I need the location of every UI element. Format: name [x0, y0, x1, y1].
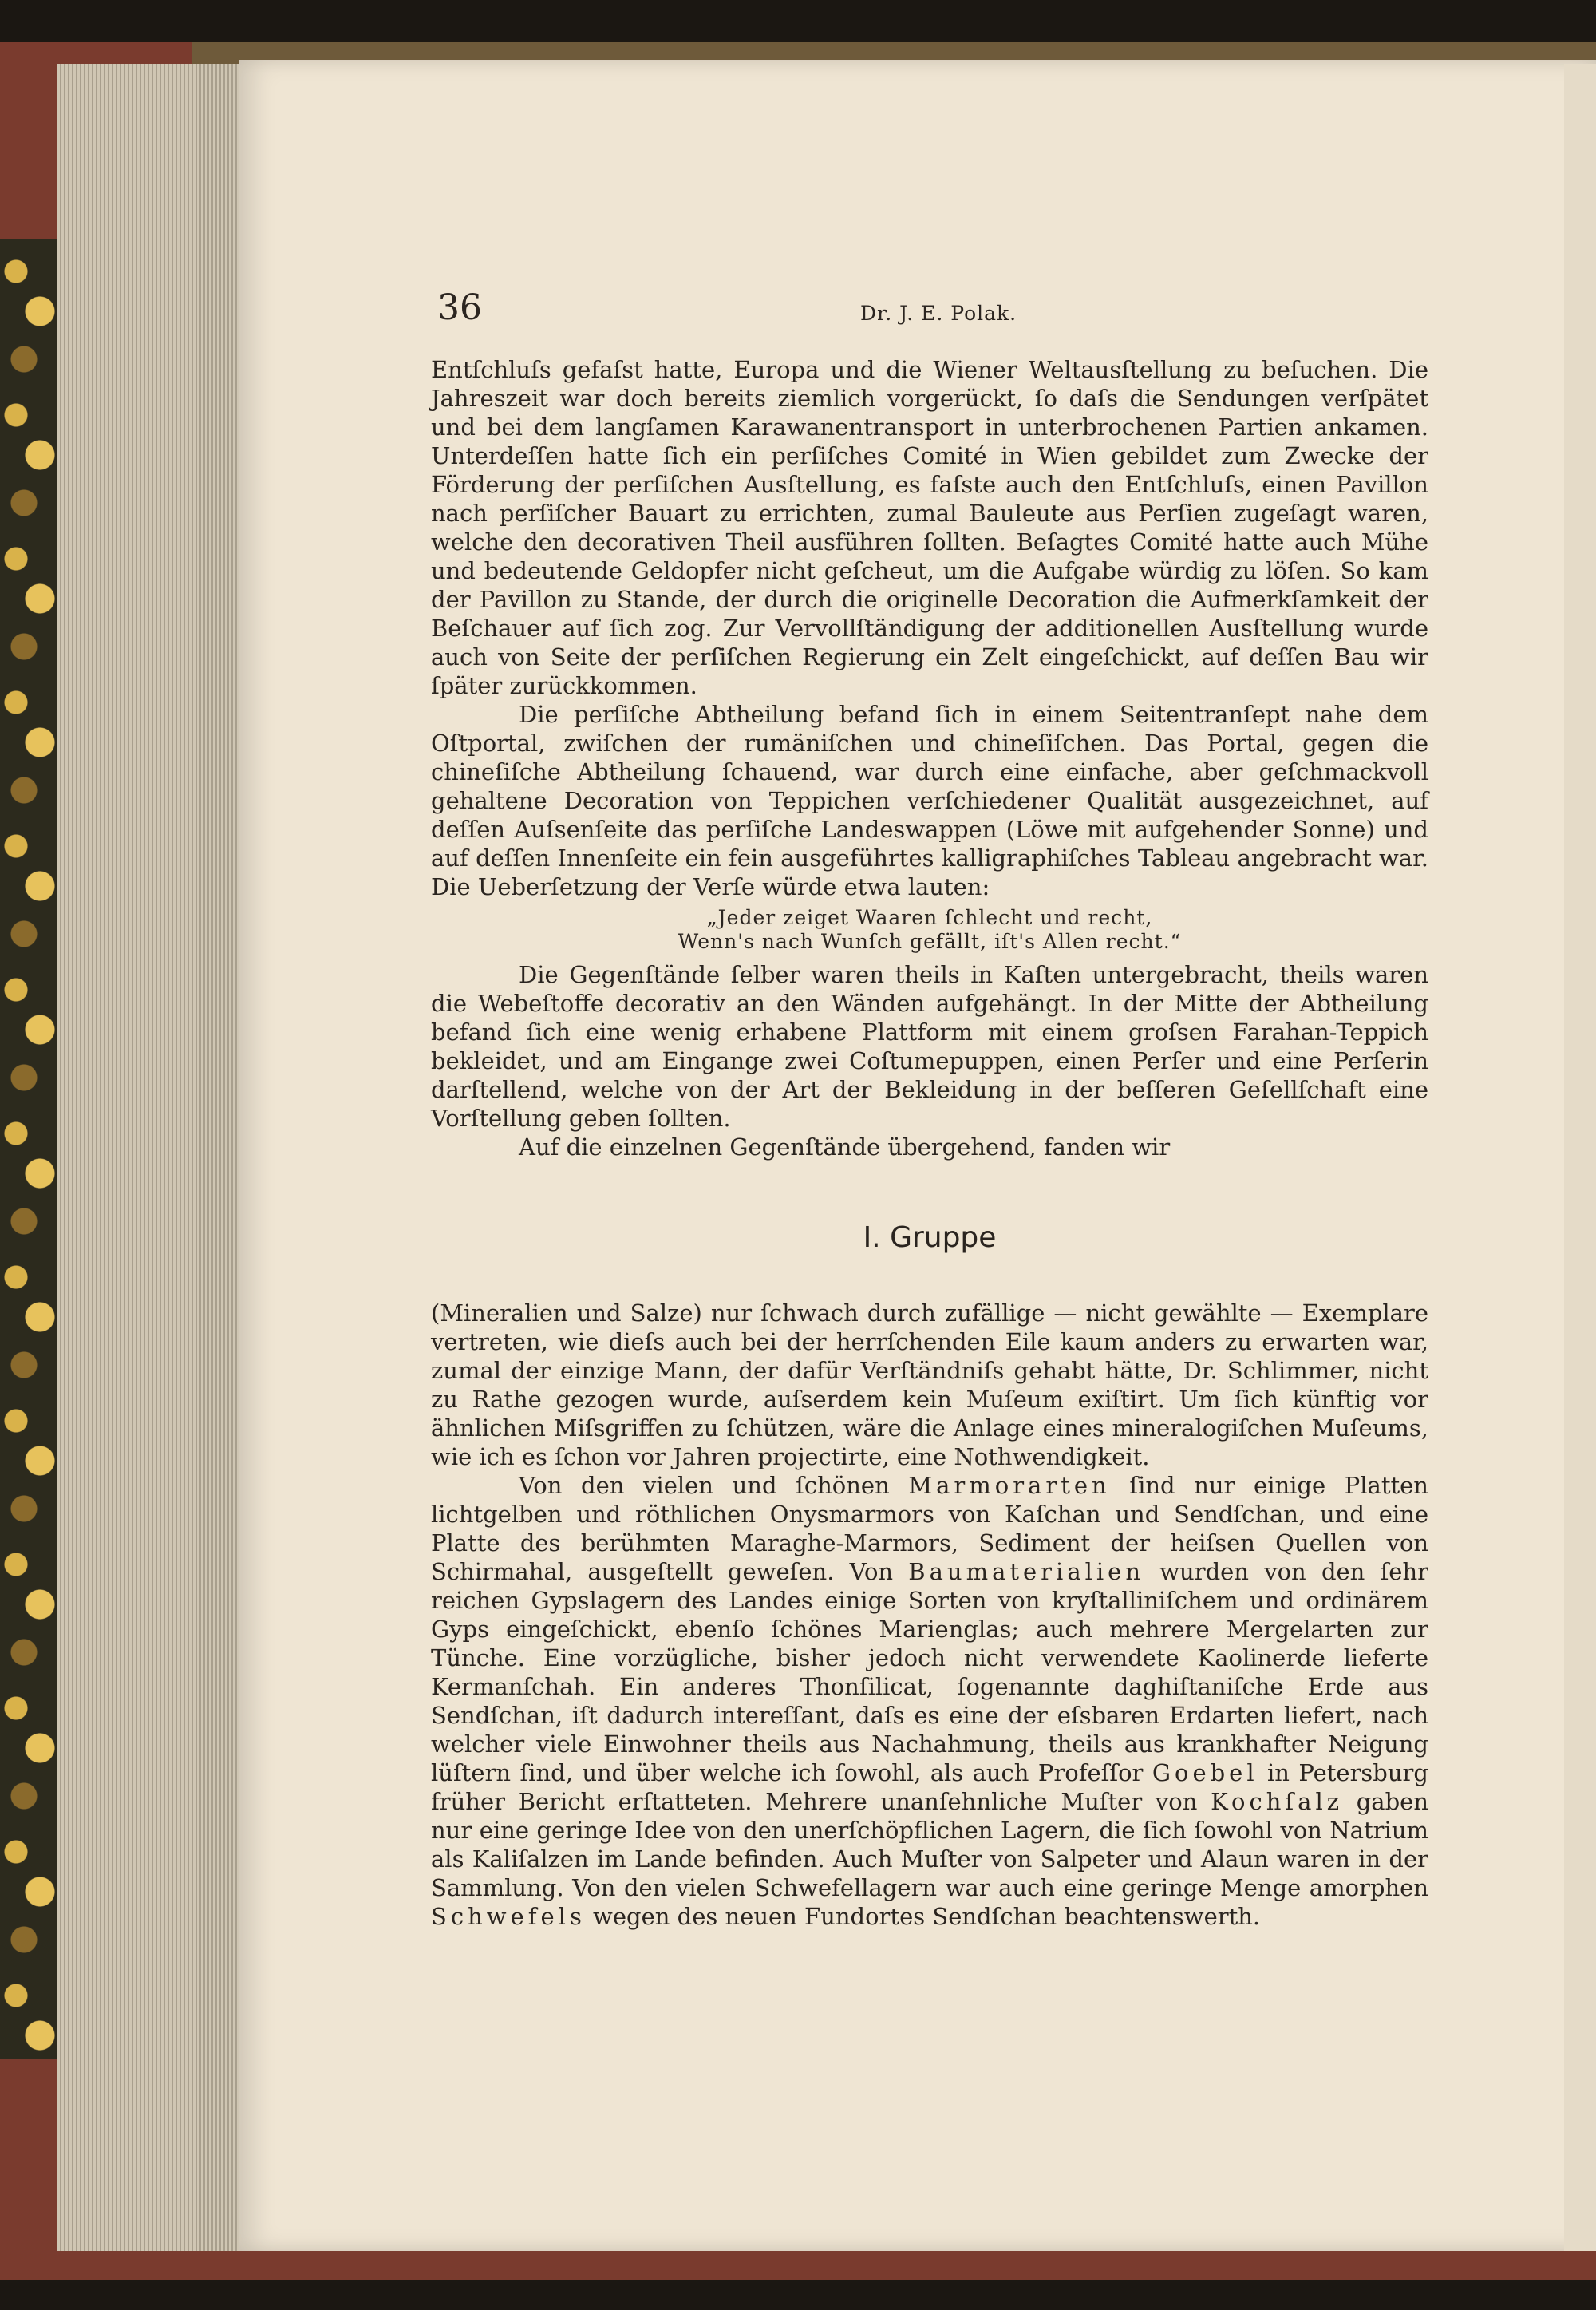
- quote-line: Wenn's nach Wunſch gefällt, iſt's Allen recht.“: [678, 930, 1182, 953]
- paragraph: Die Gegenſtände ſelber waren theils in Kaſten untergebracht, theils waren die Webeſtoffe decorativ an den Wänden aufgehängt. In der Mitte der Abtheilung befand ſich eine wenig erhabene Plattform mit einem groſsen Farahan-Teppich bekleidet, und am Eingange zwei Coſtumepuppen, einen Perſer und eine Perſerin darſtellend, welche von der Art der Bekleidung in der beſſeren Geſellſchaft eine Vorſtellung geben ſollten.: [431, 961, 1428, 1132]
- emphasized-term: Kochſalz: [1211, 1788, 1344, 1815]
- marbled-edge: [0, 239, 57, 2059]
- paragraph: Entſchluſs gefaſst hatte, Europa und die Wiener Weltausſtellung zu beſuchen. Die Jahreszeit war doch bereits ziemlich vorgerückt, ſo daſs die Sendungen verſpätet und bei dem langſamen Karawanentransport in unterbrochenen Partien ankamen. Unterdeſſen hatte ſich ein perſiſches Comité in Wien gebildet zum Zwecke der Förderung der perſiſchen Ausſtellung, es faſste auch den Entſchluſs, einen Pavillon nach perſiſcher Bauart zu errichten, zumal Bauleute aus Perſien zugeſagt waren, welche den decorativen Theil ausführen ſollten. Beſagtes Comité hatte auch Mühe und bedeutende Geldopfer nicht geſcheut, um die Aufgabe würdig zu löſen. So kam der Pavillon zu Stande, der durch die originelle Decoration die Aufmerkſamkeit der Beſchauer auf ſich zog. Zur Vervollſtändigung der additionellen Ausſtellung wurde auch von Seite der perſiſchen Regierung ein Zelt eingeſchickt, auf deſſen Bau wir ſpäter zurückkommen.: [431, 356, 1428, 699]
- page-stack: [57, 64, 241, 2251]
- text-run: wegen des neuen Fundortes Sendſchan beachtenswerth.: [585, 1903, 1261, 1930]
- paragraph: [431, 1471, 1428, 1931]
- verse-quote: [431, 906, 1428, 954]
- page-header: [437, 287, 1419, 335]
- paragraph: Die perſiſche Abtheilung befand ſich in einem Seitentranſept nahe dem Oſtportal, zwiſchen der rumäniſchen und chineſiſchen. Das Portal, gegen die chineſiſche Abtheilung ſchauend, war durch eine einfache, aber geſchmackvoll gehaltene Decoration von Teppichen verſchiedener Qualität ausgezeichnet, auf deſſen Auſsenſeite das perſiſche Landeswappen (Löwe mit aufgehender Sonne) und auf deſſen Innenſeite ein fein ausgeführtes kalligraphiſches Tableau angebracht war. Die Ueberſetzung der Verſe würde etwa lauten:: [431, 701, 1428, 900]
- paragraph: (Mineralien und Salze) nur ſchwach durch zufällige — nicht gewählte — Exemplare vertreten, wie dieſs auch bei der herrſchenden Eile kaum anders zu erwarten war, zumal der einzige Mann, der dafür Verſtändniſs gehabt hätte, Dr. Schlimmer, nicht zu Rathe gezogen wurde, auſserdem kein Muſeum exiſtirt. Um ſich künftig vor ähnlichen Miſsgriffen zu ſchützen, wäre die Anlage eines mineralogiſchen Muſeums, wie ich es ſchon vor Jahren projectirte, eine Nothwendigkeit.: [431, 1299, 1428, 1470]
- paragraph: Auf die einzelnen Gegenſtände übergehend, fanden wir: [519, 1133, 1171, 1161]
- text-run: gaben nur eine geringe Idee von den unerſchöpflichen Lagern, die ſich ſowohl von Natrium als Kaliſalzen im Lande befinden. Auch Muſter von Salpeter und Alaun waren in der Sammlung. Von den vielen Schwefellagern war auch eine geringe Menge amorphen: [431, 1788, 1428, 1901]
- emphasized-term: Schwefels: [431, 1903, 586, 1930]
- text-run: in Petersburg früher Bericht erſtatteten. Mehrere unanſehnliche Muſter von: [431, 1759, 1428, 1815]
- text-run: wurden von den ſehr reichen Gypslagern des Landes einige Sorten von kryſtalliniſchem und ordinärem Gyps eingeſchickt, ebenſo ſchönes Marienglas; auch mehrere Mergelarten zur Tünche. Eine vorzügliche, bisher jedoch nicht verwendete Kaolinerde lieferte Kermanſchah. Ein anderes Thonſilicat, ſogenannte daghiſtaniſche Erde aus Sendſchan, iſt dadurch intereſſant, daſs es eine der eſsbaren Erdarten liefert, nach welcher viele Einwohner theils aus Nachahmung, theils aus krankhafter Neigung lüſtern ſind, und über welche ich ſowohl, als auch Profeſſor: [431, 1558, 1428, 1786]
- body-text: [431, 355, 1428, 1931]
- page-right-edge: [1564, 64, 1596, 2251]
- emphasized-term: Goebel: [1152, 1759, 1258, 1786]
- quote-line: „Jeder zeiget Waaren ſchlecht und recht,: [706, 906, 1153, 929]
- page-number: 36: [437, 287, 482, 328]
- running-title: Dr. J. E. Polak.: [860, 302, 1017, 325]
- text-run: Von den vielen und ſchönen: [519, 1472, 909, 1499]
- emphasized-term: Baumaterialien: [908, 1558, 1144, 1585]
- text-run: ſind nur einige Platten lichtgelben und röthlichen Onysmarmors von Kaſchan und Sendſchan, und eine Platte des berühmten Maraghe-Marmors, Sediment der heiſsen Quellen von Schirmahal, ausgeſtellt geweſen. Von: [431, 1472, 1428, 1585]
- section-heading: I. Gruppe: [863, 1221, 997, 1254]
- emphasized-term: Marmorarten: [908, 1472, 1111, 1499]
